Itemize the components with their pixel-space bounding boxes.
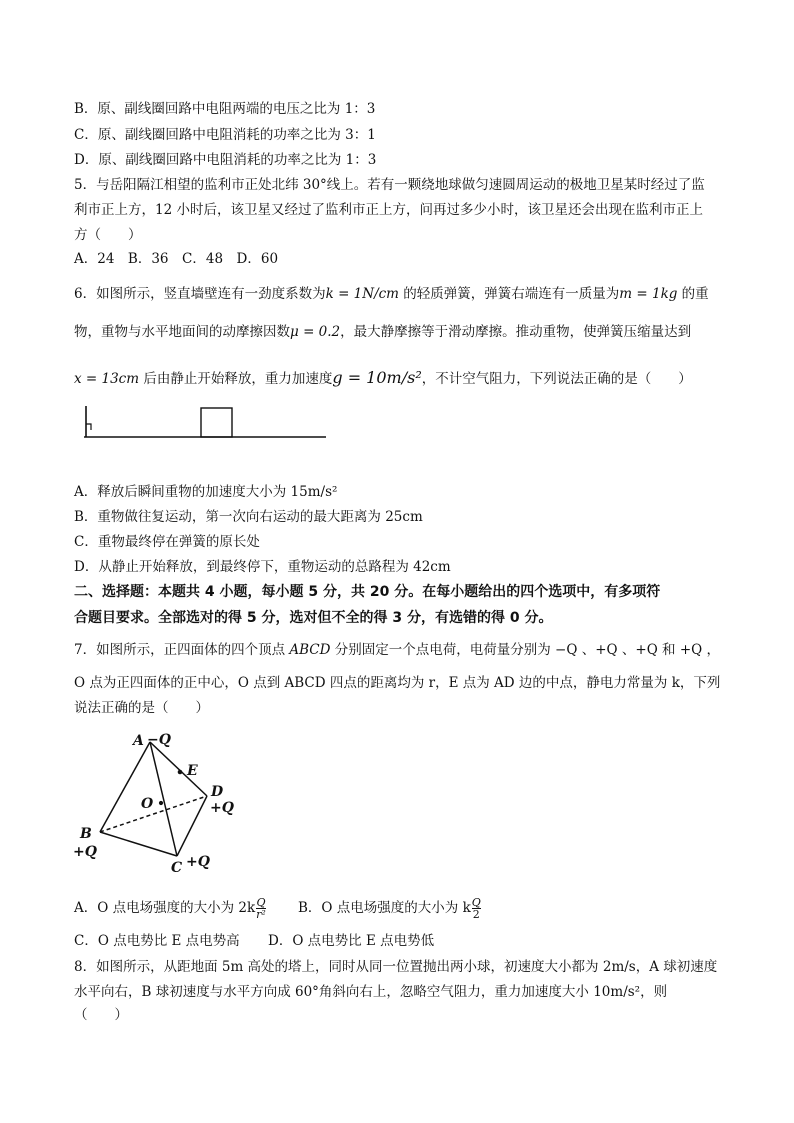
label-b-charge: +Q — [73, 844, 97, 860]
q7-tetrahedron-figure — [70, 728, 250, 878]
point-o-dot — [159, 801, 163, 805]
q6-text: 后由静止开始释放，重力加速度 — [139, 371, 333, 387]
q7-option-b — [298, 897, 481, 920]
q7-option-b-fraction — [472, 897, 481, 920]
q7-option-a-prefix: A． — [74, 900, 98, 916]
fraction-numerator: Q — [471, 896, 481, 909]
q6-line-2 — [74, 323, 691, 341]
q6-friction-coef: μ = 0.2 — [290, 324, 341, 340]
q7-option-d: D．O 点电势比 E 点电势低 — [268, 933, 435, 949]
q7-text: 7．如图所示，正四面体的四个顶点 — [74, 642, 290, 658]
q6-spring-constant: k = 1N/cm — [325, 286, 399, 302]
q7-line-3: 说法正确的是（ ） — [74, 700, 209, 716]
section-2-header-line-2: 合题目要求。全部选对的得 5 分，选对但不全的得 3 分，有选错的得 0 分。 — [74, 610, 553, 626]
q7-option-a — [74, 897, 266, 920]
q5-line-3: 方（ ） — [74, 227, 142, 243]
q6-text: 的重 — [677, 286, 709, 302]
edge-ab — [100, 742, 150, 832]
edge-ad — [150, 742, 207, 796]
q4-option-d: D．原、副线圈回路中电阻消耗的功率之比为 1：3 — [74, 152, 377, 168]
q6-option-a: A．释放后瞬间重物的加速度大小为 15m/s² — [74, 484, 338, 500]
label-c-charge: +Q — [186, 854, 210, 870]
q6-text: 6．如图所示，竖直墙壁连有一劲度系数为 — [74, 286, 326, 302]
q5-options: A．24 B．36 C．48 D．60 — [74, 251, 279, 267]
q7-option-c: C．O 点电势比 E 点电势高 — [74, 933, 240, 949]
q7-line-2: O 点为正四面体的正中心，O 点到 ABCD 四点的距离均为 r，E 点为 AD 边的中点，静电力常量为 k，下列 — [74, 675, 721, 691]
q6-text: 的轻质弹簧，弹簧右端连有一质量为 — [398, 286, 620, 302]
q4-option-c: C．原、副线圈回路中电阻消耗的功率之比为 3：1 — [74, 127, 376, 143]
q6-option-d: D．从静止开始释放，到最终停下，重物运动的总路程为 42cm — [74, 559, 451, 575]
q4-option-b: B．原、副线圈回路中电阻两端的电压之比为 1：3 — [74, 101, 376, 117]
block — [201, 408, 232, 437]
label-e: E — [187, 763, 198, 779]
q7-vertices: ABCD — [289, 642, 331, 658]
q8-line-1: 8．如图所示，从距地面 5m 高处的塔上，同时从同一位置抛出两小球，初速度大小都为 2m/s，A 球初速度 — [74, 959, 718, 975]
section-2-header-line-1: 二、选择题：本题共 4 小题，每小题 5 分，共 20 分。在每小题给出的四个选项中，有多项符 — [74, 584, 661, 600]
q7-option-b-text: O 点电场强度的大小为 k — [321, 900, 471, 916]
label-a: A — [133, 733, 144, 749]
q8-line-3: （ ） — [74, 1007, 128, 1023]
q5-line-2: 利市正上方，12 小时后，该卫星又经过了监利市正上方，问再过多少小时，该卫星还会出现在监利市正上 — [74, 202, 703, 218]
q6-mass: m = 1kg — [619, 286, 678, 302]
edge-ac — [150, 742, 177, 856]
q6-option-c: C．重物最终停在弹簧的原长处 — [74, 534, 260, 550]
q6-line-1 — [74, 285, 709, 303]
q6-text: 物，重物与水平地面间的动摩擦因数 — [74, 324, 290, 340]
q6-line-3 — [74, 369, 692, 388]
q8-line-2: 水平向右，B 球初速度与水平方向成 60°角斜向右上，忽略空气阻力，重力加速度大小 10m/s²，则 — [74, 984, 668, 1000]
q7-text: 分别固定一个点电荷，电荷量分别为 −Q 、+Q 、+Q 和 +Q ， — [330, 642, 721, 658]
label-b: B — [80, 826, 92, 842]
q6-gravity: g = 10m/s² — [332, 368, 422, 387]
point-e-dot — [178, 770, 183, 775]
q7-option-b-prefix: B． — [298, 900, 322, 916]
label-d-charge: +Q — [210, 800, 234, 816]
label-a-charge: −Q — [147, 732, 171, 748]
q7-line-1 — [74, 641, 720, 659]
q6-text: ，不计空气阻力，下列说法正确的是（ ） — [421, 371, 692, 387]
q7-option-a-fraction — [256, 897, 266, 920]
q6-option-b: B．重物做往复运动，第一次向右运动的最大距离为 25cm — [74, 509, 423, 525]
fraction-denominator: r² — [256, 908, 266, 921]
q5-line-1: 5．与岳阳隔江相望的监利市正处北纬 30°线上。若有一颗绕地球做匀速圆周运动的极地卫星某时经过了监 — [74, 177, 705, 193]
fraction-denominator: 2 — [472, 908, 480, 921]
q6-compression: x = 13cm — [74, 371, 140, 387]
label-o: O — [141, 796, 154, 812]
fraction-numerator: Q — [256, 896, 266, 909]
q7-option-a-text: O 点电场强度的大小为 2k — [97, 900, 256, 916]
q6-spring-block-figure — [80, 404, 330, 440]
q6-text: ，最大静摩擦等于滑动摩擦。推动重物，使弹簧压缩量达到 — [340, 324, 692, 340]
edge-bc — [100, 832, 177, 856]
label-d: D — [211, 784, 224, 800]
label-c: C — [171, 860, 183, 876]
